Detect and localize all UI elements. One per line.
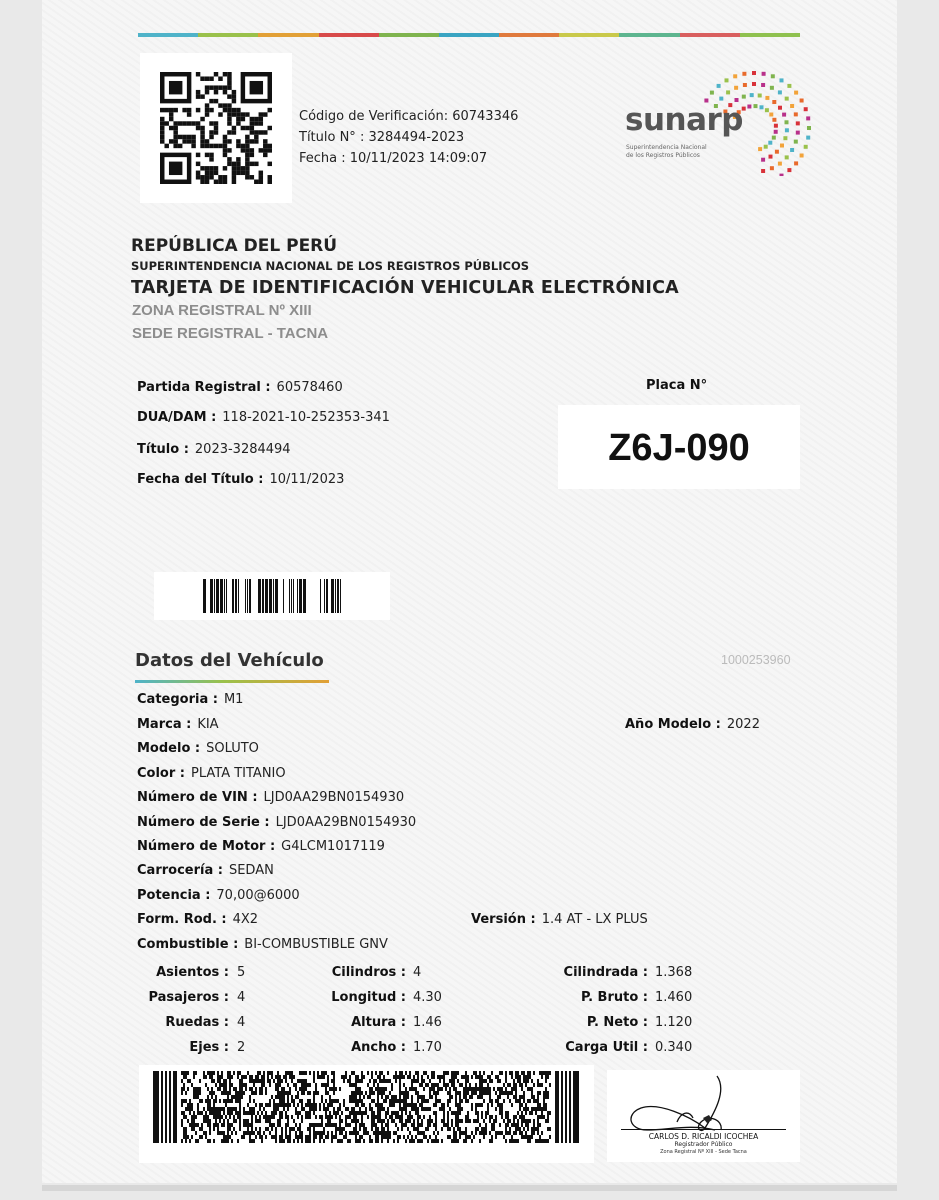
verification-block (299, 106, 518, 169)
plate-number: Z6J-090 (608, 427, 750, 469)
handwritten-signature-icon (619, 1072, 739, 1136)
ruedas-value: 4 (237, 1015, 246, 1030)
small-barcode-icon (203, 579, 343, 613)
large-barcode-box (139, 1065, 594, 1163)
cilindrada-value: 1.368 (655, 965, 693, 980)
pbruto-value: 1.460 (655, 990, 693, 1005)
color-bar-segment (319, 33, 380, 37)
pdf417-barcode-icon (153, 1071, 579, 1143)
ejes-label: Ejes : (189, 1040, 229, 1055)
color-bar-segment (439, 33, 500, 37)
color-bar-segment (379, 33, 440, 37)
document-title: TARJETA DE IDENTIFICACIÓN VEHICULAR ELECTRÓNICA (131, 278, 679, 298)
agency-heading: SUPERINTENDENCIA NACIONAL DE LOS REGISTROS PÚBLICOS (131, 259, 530, 273)
color-bar-segment (258, 33, 319, 37)
color-bar-segment (619, 33, 680, 37)
pneto-label: P. Neto : (586, 1015, 648, 1030)
qr-code-icon (160, 72, 272, 184)
longitud-value: 4.30 (413, 990, 442, 1005)
plate-box (558, 405, 800, 489)
small-barcode-box (154, 572, 390, 620)
verification-code: Código de Verificación: 60743346 (299, 109, 519, 124)
pbruto-label: P. Bruto : (580, 990, 648, 1005)
signature-box (607, 1070, 800, 1162)
potencia-row: Potencia : 70,00@6000 (137, 888, 300, 903)
color-bar-segment (198, 33, 259, 37)
sede-text: SEDE REGISTRAL - TACNA (132, 325, 329, 342)
color-bar-segment (740, 33, 801, 37)
combustible-row: Combustible : BI-COMBUSTIBLE GNV (137, 937, 388, 952)
color-row: Color : PLATA TITANIO (137, 766, 286, 781)
cilindrada-label: Cilindrada : (563, 965, 648, 980)
dua-row: DUA/DAM : 118-2021-10-252353-341 (137, 410, 390, 425)
ancho-value: 1.70 (413, 1040, 442, 1055)
fecha-titulo-row: Fecha del Título : 10/11/2023 (137, 472, 345, 487)
motor-row: Número de Motor : G4LCM1017119 (137, 839, 385, 854)
modelo-row: Modelo : SOLUTO (137, 741, 259, 756)
version-row: Versión : 1.4 AT - LX PLUS (471, 912, 648, 927)
partida-row: Partida Registral : 60578460 (137, 380, 343, 395)
vehicle-section-title: Datos del Vehículo (135, 650, 324, 671)
serial-number: 1000253960 (721, 653, 791, 667)
categoria-row: Categoria : M1 (137, 692, 244, 707)
verification-date: Fecha : 10/11/2023 14:09:07 (299, 151, 488, 166)
altura-label: Altura : (351, 1015, 406, 1030)
verification-title: Título N° : 3284494-2023 (299, 130, 465, 145)
asientos-value: 5 (237, 965, 246, 980)
color-bar-segment (499, 33, 560, 37)
serie-row: Número de Serie : LJD0AA29BN0154930 (137, 815, 417, 830)
signer-detail: Zona Registral Nº XIII - Sede Tacna (660, 1149, 747, 1155)
cilindros-label: Cilindros : (331, 965, 406, 980)
cargautil-label: Carga Util : (565, 1040, 648, 1055)
placa-label: Placa N° (646, 378, 708, 393)
pneto-value: 1.120 (655, 1015, 693, 1030)
cargautil-value: 0.340 (655, 1040, 693, 1055)
pasajeros-value: 4 (237, 990, 246, 1005)
anio-row: Año Modelo : 2022 (625, 717, 760, 732)
sunarp-wordmark: sunarp (625, 102, 743, 138)
section-underline (135, 680, 329, 683)
sunarp-subtitle: Superintendencia Nacional de los Registros Públicos (626, 144, 707, 159)
sunarp-logo (622, 66, 822, 176)
marca-row: Marca : KIA (137, 717, 219, 732)
ancho-label: Ancho : (351, 1040, 406, 1055)
qr-code-box (140, 53, 292, 203)
ejes-value: 2 (237, 1040, 246, 1055)
signer-name: CARLOS D. RICALDI ICOCHEA (648, 1132, 759, 1141)
carroceria-row: Carrocería : SEDAN (137, 863, 274, 878)
signature-line (621, 1129, 786, 1130)
altura-value: 1.46 (413, 1015, 442, 1030)
formrod-row: Form. Rod. : 4X2 (137, 912, 259, 927)
color-bar-segment (138, 33, 199, 37)
signer-role: Registrador Público (674, 1141, 733, 1148)
color-bar-segment (559, 33, 620, 37)
pasajeros-label: Pasajeros : (148, 990, 229, 1005)
cilindros-value: 4 (413, 965, 422, 980)
ruedas-label: Ruedas : (165, 1015, 229, 1030)
longitud-label: Longitud : (331, 990, 406, 1005)
republic-heading: REPÚBLICA DEL PERÚ (131, 236, 338, 256)
vin-row: Número de VIN : LJD0AA29BN0154930 (137, 790, 405, 805)
card-shadow-bar (42, 1185, 897, 1191)
zone-text: ZONA REGISTRAL Nº XIII (132, 302, 312, 319)
asientos-label: Asientos : (156, 965, 229, 980)
color-bar-segment (680, 33, 741, 37)
titulo-row: Título : 2023-3284494 (137, 442, 291, 457)
